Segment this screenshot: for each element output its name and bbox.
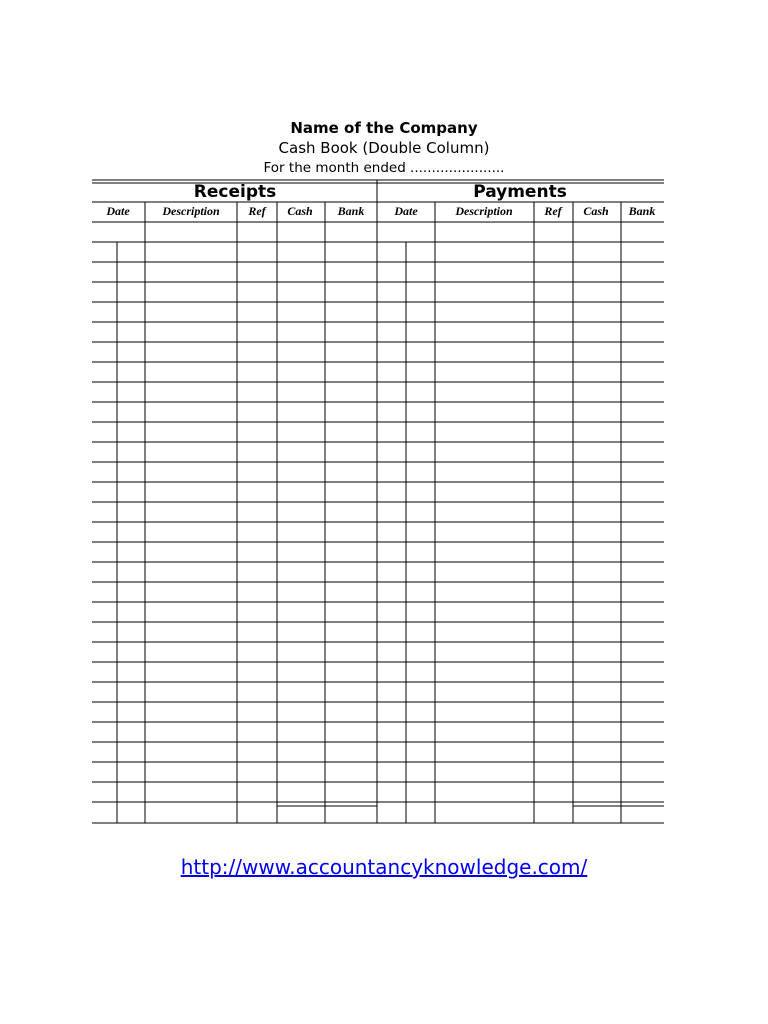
receipts-ref-header: Ref (248, 204, 266, 218)
payments-heading: Payments (473, 182, 567, 202)
period-line: For the month ended ...................... (263, 160, 505, 176)
payments-bank-header: Bank (628, 204, 656, 218)
payments-description-header: Description (455, 204, 513, 218)
payments-cash-header: Cash (583, 204, 609, 218)
website-link[interactable]: http://www.accountancyknowledge.com/ (180, 855, 588, 879)
company-name: Name of the Company (290, 119, 478, 137)
receipts-date-header: Date (106, 204, 130, 218)
payments-date-header: Date (394, 204, 418, 218)
receipts-heading: Receipts (193, 182, 277, 202)
document-title: Cash Book (Double Column) (278, 139, 490, 157)
receipts-bank-header: Bank (337, 204, 365, 218)
table-grid (92, 180, 664, 823)
payments-ref-header: Ref (544, 204, 562, 218)
receipts-description-header: Description (162, 204, 220, 218)
receipts-cash-header: Cash (287, 204, 313, 218)
